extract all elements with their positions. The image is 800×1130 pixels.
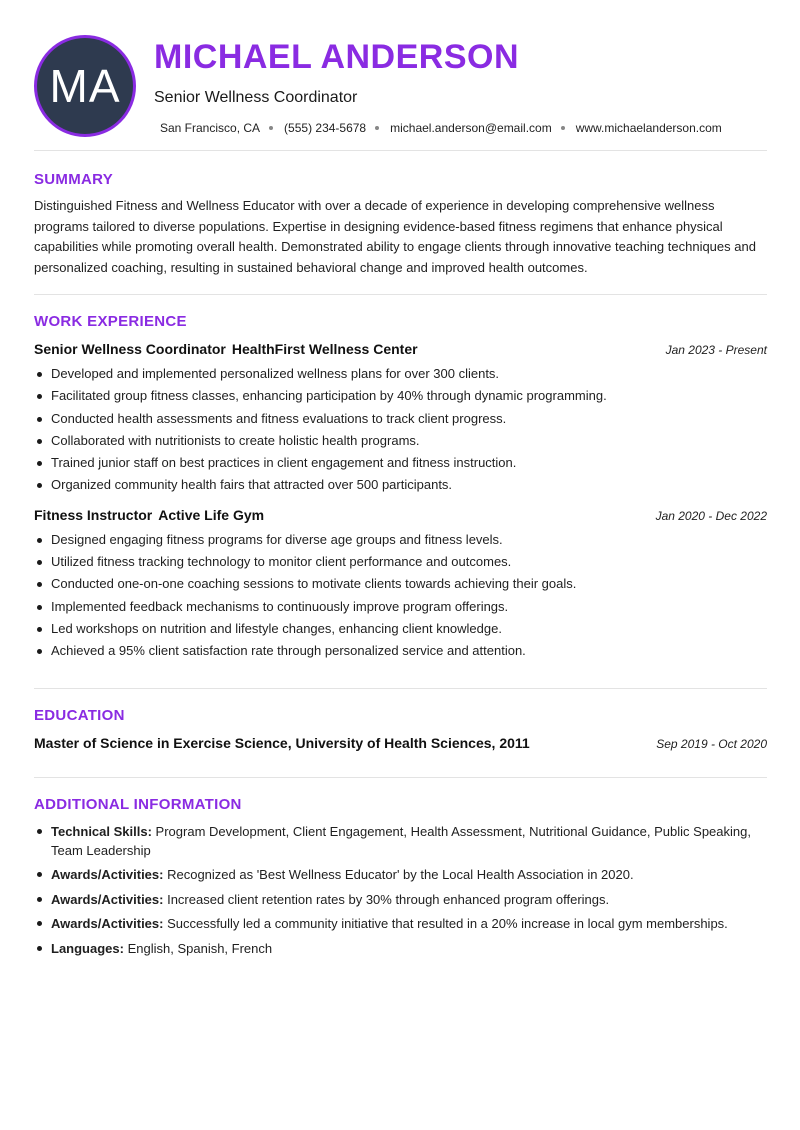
experience-title: WORK EXPERIENCE (34, 313, 187, 330)
contact-row (160, 121, 722, 135)
summary-text: Distinguished Fitness and Wellness Educator with over a decade of experience in developing comprehensive wellness programs tailored to diverse populations. Expertise in designing evidence-based fitness regimens that enhance physical capabilities while promoting overall health. Demonstrated ability to engage clients through innovative teaching techniques and personalized coaching, resulting in sustained behavioral change and improved health outcomes. (34, 198, 756, 275)
avatar (34, 35, 136, 137)
list-item: Collaborated with nutritionists to create holistic health programs. (34, 430, 767, 452)
separator-dot (375, 126, 379, 130)
separator-dot (269, 126, 273, 130)
job-bullets (34, 529, 767, 663)
job-dates: Jan 2023 - Present (665, 343, 767, 357)
job-company: Active Life Gym (158, 506, 265, 523)
list-item (34, 939, 767, 958)
job-header (34, 341, 767, 357)
education-section (34, 689, 767, 777)
list-item: Conducted one-on-one coaching sessions to motivate clients towards achieving their goals. (34, 573, 767, 595)
list-item (34, 890, 767, 909)
item-label: Languages: (51, 940, 124, 956)
job-title-line (34, 341, 418, 357)
job-title-line (34, 507, 264, 523)
contact-email[interactable]: michael.anderson@email.com (390, 121, 552, 135)
job-entry (34, 507, 767, 663)
list-item: Organized community health fairs that attracted over 500 participants. (34, 474, 767, 496)
list-item: Facilitated group fitness classes, enhancing participation by 40% through dynamic programming. (34, 385, 767, 407)
item-text: Recognized as 'Best Wellness Educator' by the Local Health Association in 2020. (167, 867, 634, 883)
candidate-role: Senior Wellness Coordinator (154, 89, 358, 106)
item-label: Technical Skills: (51, 823, 152, 839)
avatar-initials: MA (49, 60, 121, 112)
education-entry (34, 735, 767, 751)
item-text: Program Development, Client Engagement, Health Assessment, Nutritional Guidance, Public Speaking, Team Leadership (51, 823, 751, 858)
list-item (34, 865, 767, 884)
experience-section (34, 295, 767, 688)
item-label: Awards/Activities: (51, 916, 164, 932)
additional-title: ADDITIONAL INFORMATION (34, 795, 242, 813)
job-entry (34, 341, 767, 497)
list-item: Developed and implemented personalized wellness plans for over 300 clients. (34, 363, 767, 385)
list-item (34, 822, 767, 860)
contact-website[interactable]: www.michaelanderson.com (575, 121, 722, 135)
item-text: English, Spanish, French (127, 940, 273, 956)
education-dates: Sep 2019 - Oct 2020 (656, 736, 767, 751)
list-item: Achieved a 95% client satisfaction rate through personalized service and attention. (34, 640, 767, 662)
item-text: Successfully led a community initiative that resulted in a 20% increase in local gym memberships. (167, 916, 728, 932)
list-item: Designed engaging fitness programs for diverse age groups and fitness levels. (34, 529, 767, 551)
contact-phone: (555) 234-5678 (284, 121, 367, 135)
list-item (34, 914, 767, 933)
job-dates: Jan 2020 - Dec 2022 (655, 508, 767, 523)
additional-list (34, 822, 767, 958)
education-title: EDUCATION (34, 706, 125, 724)
resume-header (34, 0, 767, 150)
item-label: Awards/Activities: (51, 891, 164, 907)
education-degree: Master of Science in Exercise Science, University of Health Sciences, 2011 (34, 734, 530, 751)
job-company: HealthFirst Wellness Center (231, 341, 418, 357)
summary-section (34, 151, 767, 294)
additional-section (34, 778, 767, 958)
resume-page (34, 0, 767, 963)
separator-dot (561, 126, 565, 130)
summary-title: SUMMARY (34, 171, 114, 188)
job-header (34, 507, 767, 523)
job-position: Fitness Instructor (34, 506, 153, 523)
list-item: Utilized fitness tracking technology to monitor client performance and outcomes. (34, 551, 767, 573)
item-label: Awards/Activities: (51, 867, 164, 883)
list-item: Led workshops on nutrition and lifestyle changes, enhancing client knowledge. (34, 618, 767, 640)
list-item: Implemented feedback mechanisms to continuously improve program offerings. (34, 596, 767, 618)
item-text: Increased client retention rates by 30% through enhanced program offerings. (167, 891, 610, 907)
list-item: Conducted health assessments and fitness evaluations to track client progress. (34, 408, 767, 430)
job-bullets (34, 363, 767, 497)
contact-location: San Francisco, CA (160, 121, 261, 135)
candidate-name: MICHAEL ANDERSON (154, 38, 520, 76)
list-item: Trained junior staff on best practices in client engagement and fitness instruction. (34, 452, 767, 474)
job-position: Senior Wellness Coordinator (34, 341, 226, 357)
